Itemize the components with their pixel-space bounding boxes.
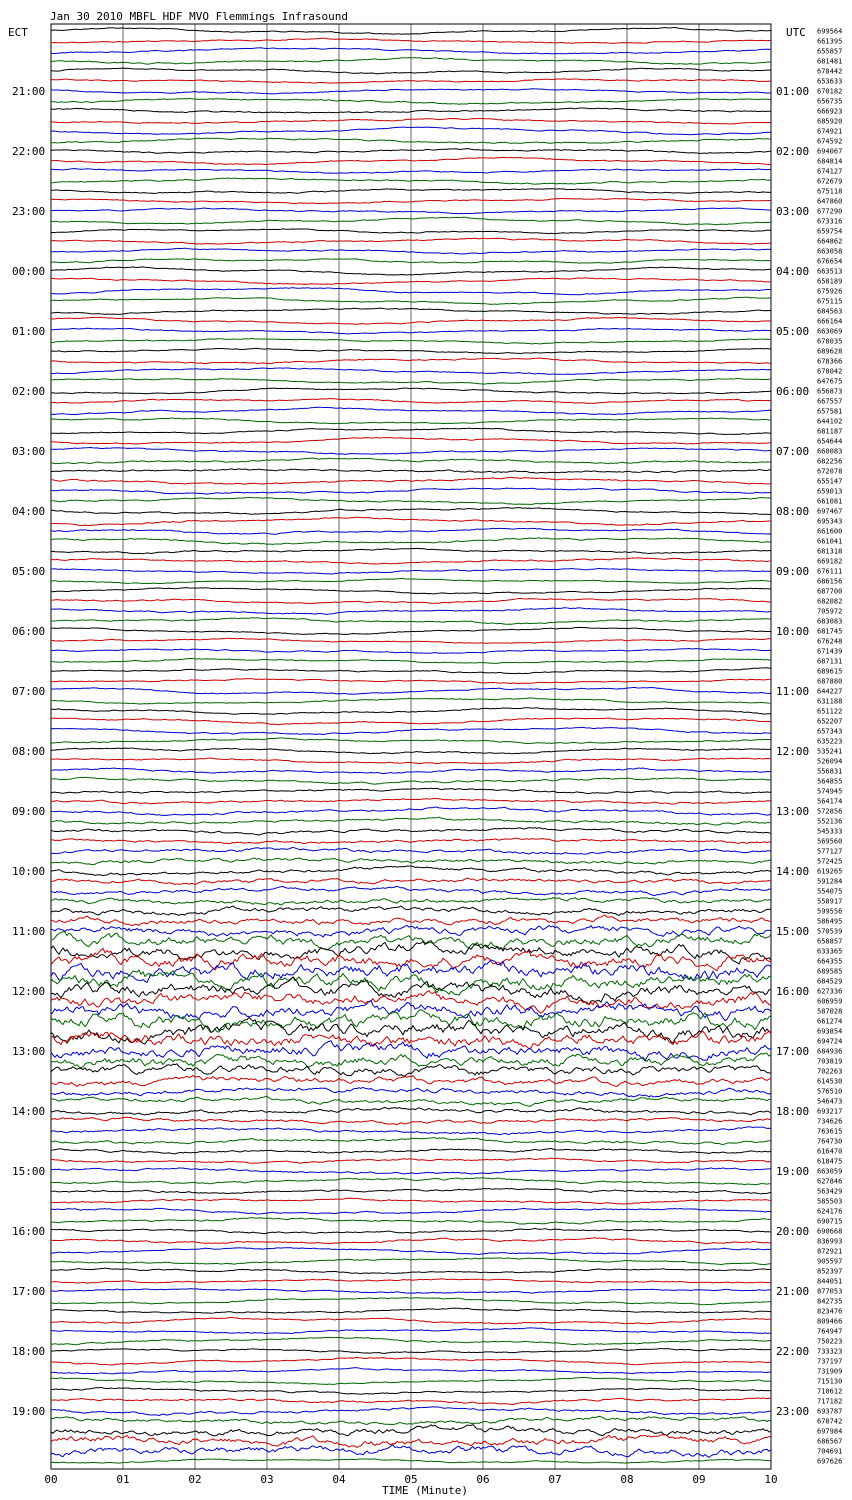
left-hour-label: 11:00: [12, 925, 46, 938]
right-hour-label: 08:00: [776, 505, 810, 518]
trace-value-label: 672078: [817, 467, 843, 476]
trace-value-label: 710612: [817, 1387, 843, 1396]
trace-value-label: 702263: [817, 1067, 843, 1076]
right-hour-label: 17:00: [776, 1045, 810, 1058]
trace-value-label: 673316: [817, 217, 843, 226]
trace-value-label: 633365: [817, 947, 843, 956]
trace-value-label: 663059: [817, 1167, 843, 1176]
right-hour-label: 01:00: [776, 85, 810, 98]
trace-value-label: 684814: [817, 157, 843, 166]
trace-value-label: 681745: [817, 627, 843, 636]
trace-value-label: 675118: [817, 187, 843, 196]
trace-value-label: 666164: [817, 317, 843, 326]
trace-value-label: 705972: [817, 607, 843, 616]
trace-value-label: 677290: [817, 207, 843, 216]
trace-value-label: 619265: [817, 867, 843, 876]
trace-value-label: 627846: [817, 1177, 843, 1186]
trace-value-label: 690668: [817, 1227, 843, 1236]
trace-value-label: 737197: [817, 1357, 843, 1366]
trace-value-label: 703819: [817, 1057, 843, 1066]
x-tick-label: 08: [620, 1473, 634, 1486]
right-hour-label: 14:00: [776, 865, 810, 878]
right-hour-label: 05:00: [776, 325, 810, 338]
trace-value-label: 685920: [817, 117, 843, 126]
trace-value-label: 586495: [817, 917, 843, 926]
trace-value-label: 656873: [817, 387, 843, 396]
left-hour-label: 04:00: [12, 505, 46, 518]
trace-value-label: 564855: [817, 777, 843, 786]
trace-value-label: 693787: [817, 1407, 843, 1416]
trace-value-label: 652207: [817, 717, 843, 726]
right-hour-label: 19:00: [776, 1165, 810, 1178]
trace-value-label: 661081: [817, 497, 843, 506]
trace-value-label: 697984: [817, 1427, 843, 1436]
trace-value-label: 905597: [817, 1257, 843, 1266]
trace-value-label: 663058: [817, 247, 843, 256]
trace-value-label: 661395: [817, 37, 843, 46]
trace-value-labels: [817, 28, 842, 1466]
right-hour-label: 04:00: [776, 265, 810, 278]
trace-value-label: 587028: [817, 1007, 843, 1016]
left-hour-labels: [12, 85, 45, 1418]
trace-value-label: 684936: [817, 1047, 843, 1056]
left-hour-label: 03:00: [12, 445, 46, 458]
left-hour-label: 23:00: [12, 205, 46, 218]
trace-value-label: 661274: [817, 1017, 843, 1026]
chart-title: Jan 30 2010 MBFL HDF MVO Flemmings Infrasound: [50, 10, 349, 23]
trace-value-label: 572856: [817, 807, 843, 816]
left-hour-label: 13:00: [12, 1045, 46, 1058]
trace-value-label: 678035: [817, 337, 843, 346]
x-tick-label: 05: [404, 1473, 418, 1486]
trace-value-label: 570539: [817, 927, 843, 936]
trace-value-label: 697467: [817, 507, 843, 516]
trace-value-label: 558917: [817, 897, 843, 906]
trace-value-label: 684563: [817, 307, 843, 316]
trace-value-label: 657343: [817, 727, 843, 736]
left-hour-label: 08:00: [12, 745, 46, 758]
trace-value-label: 734626: [817, 1117, 843, 1126]
trace-value-label: 647860: [817, 197, 843, 206]
trace-value-label: 556831: [817, 767, 843, 776]
right-hour-label: 07:00: [776, 445, 810, 458]
trace-value-label: 689585: [817, 967, 843, 976]
trace-value-label: 672679: [817, 177, 843, 186]
left-hour-label: 18:00: [12, 1345, 46, 1358]
trace-value-label: 763615: [817, 1127, 843, 1136]
left-hour-label: 01:00: [12, 325, 46, 338]
trace-value-label: 659754: [817, 227, 843, 236]
trace-value-label: 676111: [817, 567, 843, 576]
trace-value-label: 872921: [817, 1247, 843, 1256]
x-tick-label: 01: [116, 1473, 130, 1486]
trace-value-label: 674127: [817, 167, 843, 176]
trace-value-label: 671439: [817, 647, 843, 656]
trace-value-label: 644227: [817, 687, 843, 696]
trace-value-label: 717182: [817, 1397, 843, 1406]
x-tick-label: 04: [332, 1473, 346, 1486]
trace-value-label: 669182: [817, 557, 843, 566]
trace-value-label: 675926: [817, 287, 843, 296]
trace-value-label: 624176: [817, 1207, 843, 1216]
trace-value-label: 647675: [817, 377, 843, 386]
left-hour-label: 02:00: [12, 385, 46, 398]
trace-value-label: 554075: [817, 887, 843, 896]
x-tick-label: 02: [188, 1473, 202, 1486]
trace-value-label: 585503: [817, 1197, 843, 1206]
x-tick-label: 07: [548, 1473, 562, 1486]
trace-value-label: 731909: [817, 1367, 843, 1376]
trace-value-label: 606959: [817, 997, 843, 1006]
trace-value-label: 657581: [817, 407, 843, 416]
right-hour-label: 12:00: [776, 745, 810, 758]
left-hour-label: 22:00: [12, 145, 46, 158]
right-hour-labels: [776, 85, 809, 1418]
trace-value-label: 693217: [817, 1107, 843, 1116]
right-hour-label: 16:00: [776, 985, 810, 998]
trace-value-label: 823476: [817, 1307, 843, 1316]
trace-value-label: 699564: [817, 27, 843, 36]
trace-value-label: 704691: [817, 1447, 843, 1456]
left-hour-label: 12:00: [12, 985, 46, 998]
trace-value-label: 844051: [817, 1277, 843, 1286]
trace-value-label: 664355: [817, 957, 843, 966]
trace-value-label: 681481: [817, 57, 843, 66]
right-hour-label: 10:00: [776, 625, 810, 638]
trace-value-label: 577127: [817, 847, 843, 856]
trace-value-label: 670182: [817, 87, 843, 96]
trace-value-label: 545333: [817, 827, 843, 836]
right-hour-label: 18:00: [776, 1105, 810, 1118]
trace-value-label: 569560: [817, 837, 843, 846]
trace-value-label: 694067: [817, 147, 843, 156]
trace-value-label: 618475: [817, 1157, 843, 1166]
right-hour-label: 21:00: [776, 1285, 810, 1298]
trace-value-label: 546473: [817, 1097, 843, 1106]
trace-value-label: 877053: [817, 1287, 843, 1296]
left-hour-label: 21:00: [12, 85, 46, 98]
trace-value-label: 526094: [817, 757, 843, 766]
trace-value-label: 614530: [817, 1077, 843, 1086]
trace-value-label: 684529: [817, 977, 843, 986]
trace-value-label: 682082: [817, 597, 843, 606]
trace-value-label: 682256: [817, 457, 843, 466]
trace-value-label: 852397: [817, 1267, 843, 1276]
x-tick-label: 00: [44, 1473, 58, 1486]
trace-value-label: 599556: [817, 907, 843, 916]
right-hour-label: 13:00: [776, 805, 810, 818]
trace-value-label: 564174: [817, 797, 843, 806]
trace-value-label: 681318: [817, 547, 843, 556]
trace-value-label: 809466: [817, 1317, 843, 1326]
trace-value-label: 658189: [817, 277, 843, 286]
trace-value-label: 733323: [817, 1347, 843, 1356]
trace-value-label: 694724: [817, 1037, 843, 1046]
trace-value-label: 644102: [817, 417, 843, 426]
trace-value-label: 750223: [817, 1337, 843, 1346]
trace-value-label: 658857: [817, 937, 843, 946]
trace-value-label: 535241: [817, 747, 843, 756]
left-hour-label: 15:00: [12, 1165, 46, 1178]
trace-value-label: 591284: [817, 877, 843, 886]
trace-value-label: 660083: [817, 447, 843, 456]
trace-value-label: 836993: [817, 1237, 843, 1246]
x-tick-label: 03: [260, 1473, 274, 1486]
trace-value-label: 674592: [817, 137, 843, 146]
right-axis-label: UTC: [786, 26, 806, 39]
right-hour-label: 15:00: [776, 925, 810, 938]
trace-value-label: 653633: [817, 77, 843, 86]
right-hour-label: 23:00: [776, 1405, 810, 1418]
trace-value-label: 693854: [817, 1027, 843, 1036]
trace-value-label: 678042: [817, 367, 843, 376]
trace-value-label: 678742: [817, 1417, 843, 1426]
trace-value-label: 563429: [817, 1187, 843, 1196]
trace-value-label: 764730: [817, 1137, 843, 1146]
trace-value-label: 687700: [817, 587, 843, 596]
x-axis-label: TIME (Minute): [381, 1484, 469, 1497]
trace-value-label: 695343: [817, 517, 843, 526]
trace-value-label: 627336: [817, 987, 843, 996]
trace-value-label: 572425: [817, 857, 843, 866]
trace-value-label: 631188: [817, 697, 843, 706]
left-hour-label: 05:00: [12, 565, 46, 578]
trace-value-label: 651122: [817, 707, 843, 716]
trace-value-label: 764947: [817, 1327, 843, 1336]
trace-value-label: 678366: [817, 357, 843, 366]
trace-value-label: 678442: [817, 67, 843, 76]
right-hour-label: 09:00: [776, 565, 810, 578]
trace-value-label: 686156: [817, 577, 843, 586]
trace-value-label: 687131: [817, 657, 843, 666]
trace-value-label: 686567: [817, 1437, 843, 1446]
right-hour-label: 22:00: [776, 1345, 810, 1358]
right-hour-label: 06:00: [776, 385, 810, 398]
left-hour-label: 10:00: [12, 865, 46, 878]
x-tick-label: 10: [764, 1473, 778, 1486]
trace-value-label: 635223: [817, 737, 843, 746]
left-hour-label: 00:00: [12, 265, 46, 278]
left-hour-label: 09:00: [12, 805, 46, 818]
trace-value-label: 690715: [817, 1217, 843, 1226]
trace-value-label: 683083: [817, 617, 843, 626]
trace-value-label: 616470: [817, 1147, 843, 1156]
trace-value-label: 675115: [817, 297, 843, 306]
trace-value-label: 659013: [817, 487, 843, 496]
trace-value-label: 842735: [817, 1297, 843, 1306]
trace-value-label: 661041: [817, 537, 843, 546]
trace-value-label: 552136: [817, 817, 843, 826]
left-hour-label: 19:00: [12, 1405, 46, 1418]
trace-value-label: 655857: [817, 47, 843, 56]
left-axis-label: ECT: [8, 26, 28, 39]
x-tick-label: 06: [476, 1473, 490, 1486]
right-hour-label: 02:00: [776, 145, 810, 158]
left-hour-label: 17:00: [12, 1285, 46, 1298]
trace-value-label: 676654: [817, 257, 843, 266]
trace-value-label: 689628: [817, 347, 843, 356]
left-hour-label: 07:00: [12, 685, 46, 698]
right-hour-label: 03:00: [776, 205, 810, 218]
trace-value-label: 664862: [817, 237, 843, 246]
trace-value-label: 697626: [817, 1457, 843, 1466]
left-hour-label: 16:00: [12, 1225, 46, 1238]
trace-value-label: 656735: [817, 97, 843, 106]
trace-value-label: 667557: [817, 397, 843, 406]
trace-value-label: 689615: [817, 667, 843, 676]
trace-value-label: 715130: [817, 1377, 843, 1386]
trace-value-label: 674921: [817, 127, 843, 136]
x-tick-label: 09: [692, 1473, 706, 1486]
trace-value-label: 676248: [817, 637, 843, 646]
trace-value-label: 655147: [817, 477, 843, 486]
trace-value-label: 663513: [817, 267, 843, 276]
trace-value-label: 666923: [817, 107, 843, 116]
trace-value-label: 654644: [817, 437, 843, 446]
right-hour-label: 20:00: [776, 1225, 810, 1238]
trace-value-label: 663069: [817, 327, 843, 336]
trace-value-label: 661600: [817, 527, 843, 536]
left-hour-label: 14:00: [12, 1105, 46, 1118]
right-hour-label: 11:00: [776, 685, 810, 698]
trace-value-label: 681187: [817, 427, 843, 436]
left-hour-label: 06:00: [12, 625, 46, 638]
trace-value-label: 576510: [817, 1087, 843, 1096]
trace-value-label: 574945: [817, 787, 843, 796]
trace-value-label: 687880: [817, 677, 843, 686]
